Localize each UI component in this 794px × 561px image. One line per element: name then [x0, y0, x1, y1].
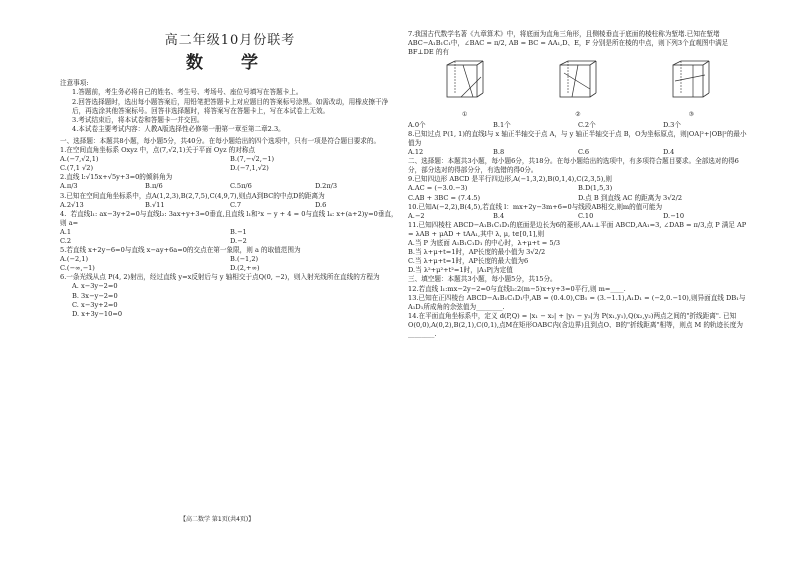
- section-heading: 三、填空题：本题共3小题，每小题5分，共15分。: [408, 275, 557, 284]
- question-10: 10.已知A(−2,2),B(4,5),若直线 l：mx+2y−3m+6=0与线段AB相交,则m的值可能为: [408, 202, 663, 211]
- option: A.2√13: [60, 200, 84, 209]
- option: A.π/3: [60, 182, 78, 191]
- option: D.点 B 到直线 AC 的距离为 3√2/2: [578, 193, 683, 202]
- q1-options: [60, 155, 400, 173]
- option: C.10: [578, 211, 594, 220]
- option: C.7: [230, 200, 242, 209]
- figure-label: ①: [461, 110, 468, 118]
- exam-title: 高二年级10月份联考: [164, 33, 296, 48]
- question-2: 2.直线 l:√15x+√5y+3=0的倾斜角为: [60, 173, 173, 182]
- option: D.(2,+∞): [230, 264, 260, 273]
- question-11: 11.已知四棱柱 ABCD−A₁B₁C₁D₁的底面是边长为6的菱形,AA₁⊥平面 ABCD,AA₁=3, ∠DAB = π/3,点 P 满足 AP = λAB + μAD + tAA₁,其中 λ, μ, t∈[0,1],则: [408, 220, 749, 238]
- option: C.5π/6: [230, 182, 252, 191]
- option: A.(−7,√2,1): [60, 155, 99, 164]
- notes-heading: 注意事项:: [60, 79, 89, 88]
- exam-page: [50, 30, 756, 530]
- option: B.1个: [493, 120, 511, 129]
- option: C.AB + 3BC = (7.4.5): [408, 193, 481, 202]
- option: A.1: [60, 227, 72, 236]
- option: C.(−∞,−1): [60, 264, 95, 273]
- option: A.−2: [408, 211, 425, 220]
- question-14: 14.在平面直角坐标系中，定义 d(P,Q) = |x₁ − x₂| + |y₁ − y₂|为 P(x₁,y₁),Q(x₂,y₂)两点之间的"折线距离". 已知O(0,0),A(0,2),B(2,1),C(0,1),点M在矩形OABC内(含边界)且到点O、B的"折线距离"相等，则点 M 的轨迹长度为________.: [408, 311, 743, 338]
- section-heading: 二、选择题：本题共3小题，每小题6分，共18分。在每小题给出的选项中，有多项符合题目要求。全部选对的得6分，部分选对的得部分分，有选错的得0分。: [408, 157, 739, 175]
- q7-figures: [408, 59, 748, 119]
- prism-figure: [439, 59, 491, 119]
- option: B.4: [493, 211, 505, 220]
- question-12: 12.若直线 l₁:mx−2y−2=0与直线l₂:2(m−5)x+y+3=0平行,则 m=____.: [408, 284, 626, 293]
- note-item: 3.考试结束后，将本试卷和答题卡一并交回。: [72, 115, 204, 124]
- option: C.2: [60, 236, 72, 245]
- figure-label: ③: [688, 110, 694, 118]
- option: D.3个: [663, 120, 681, 129]
- q10-options: [408, 212, 748, 221]
- option: A.0个: [408, 120, 426, 129]
- question-6: 6.一条光线从点 P(4, 2)射出，经过直线 y=x反射后与 y 轴相交于点Q(0, −2)，则入射光线所在直线的方程为: [60, 273, 380, 282]
- option: B.−1: [230, 227, 247, 236]
- option: D.(−7,1,√2): [230, 164, 269, 173]
- question-8: 8.已知过点 P(1, 1)的直线l与 x 轴正半轴交于点 A，与 y 轴正半轴交于点 B，O为坐标原点，则|OA|²+|OB|²的最小值为: [408, 129, 747, 147]
- q9-options: [408, 184, 748, 202]
- option: C.(7,1 √2): [60, 164, 94, 173]
- option: D.−2: [230, 236, 247, 245]
- question-1: 1.在空间直角坐标系 Oxyz 中，点(7,√2,1)关于平面 Oyz 的对称点: [60, 146, 256, 155]
- option: D.2π/3: [315, 182, 338, 191]
- option: C.6: [578, 148, 590, 157]
- figure-label: ②: [575, 110, 581, 118]
- option: A.12: [408, 148, 424, 157]
- q11-options: [408, 239, 748, 275]
- option: B.(7,−√2,−1): [230, 155, 275, 164]
- subject-title: 数 学: [186, 52, 274, 73]
- question-5: 5.若直线 x+2y−6=0与直线 x−ay+6a=0的交点在第一象限，则 a 的取值范围为: [60, 246, 301, 255]
- option: A.(−2,1): [60, 255, 89, 264]
- option: B.8: [493, 148, 505, 157]
- option: C.2个: [578, 120, 596, 129]
- option: C.当 λ+μ+t=1时，AP长度的最大值为6: [408, 257, 529, 266]
- prism-figure: [552, 59, 604, 119]
- q8-options: [408, 148, 748, 157]
- option: D.6: [315, 200, 327, 209]
- question-13: 13.已知在正四棱台 ABCD−A₁B₁C₁D₁中,AB = (0.4.0),CB₁ = (3.−1.1),A₁D₁ = (−2,0.−10),则异面直线 DB₁与A₁D₁所成角的余弦值为________.: [408, 293, 746, 311]
- q7-options: [408, 121, 748, 130]
- option: B.π/6: [145, 182, 163, 191]
- option: B.当 λ+μ+t=1时，AP长度的最小值为 3√2/2: [408, 248, 546, 257]
- prism-figure: [665, 59, 717, 119]
- option: D.4: [663, 148, 675, 157]
- option: D.当 λ²+μ²+t²=1时，|A₁P|为定值: [408, 266, 513, 275]
- question-4: 4. 若直线l₁: ax−3y+2=0与直线l₂: 3ax+y+3=0垂直,且直线 l₁和²x − y + 4 = 0与直线 l₄: x+(a+2)y=0垂直，则 a=: [60, 209, 398, 227]
- option: B.D(1,5,3): [578, 184, 613, 193]
- option: B.√11: [145, 200, 165, 209]
- right-column: [408, 30, 748, 339]
- option: C. x−3y+2=0: [72, 300, 118, 309]
- left-column: [60, 30, 400, 319]
- option: A.AC = (−3.0.−3): [408, 184, 468, 193]
- option: A. x−3y−2=0: [72, 282, 118, 291]
- page-footer: 【高二数学 第1页(共4页)】: [180, 516, 255, 523]
- q6-options: [60, 282, 400, 318]
- question-7: 7.我国古代数学名著《九章算术》中，将底面为直角三角形，且侧棱垂直于底面的棱柱称为堑堵.已知在堑堵 ABC−A₁B₁C₁中，∠BAC = π/2, AB = BC = AA₁,D、E，F 分别是所在棱的中点，则下列3个直观图中满足 BF⊥DE 的有: [408, 30, 731, 57]
- q2-options: [60, 182, 400, 191]
- option: D. x+3y−10=0: [72, 309, 123, 318]
- option: B.(−1,2): [230, 255, 259, 264]
- note-item: 4.本试卷主要考试内容：人教A版选择性必修第一册第一章至第二章2.3。: [72, 124, 285, 133]
- note-item: 2.回答选择题时，选出每小题答案后，用铅笔把答题卡上对应题目的答案标号涂黑。如需改动，用橡皮擦干净后，再选涂其他答案标号。回答非选择题时，将答案写在答题卡上，写在本试卷上无效。: [72, 97, 389, 115]
- q4-options: [60, 228, 400, 246]
- question-9: 9.已知四边形 ABCD 是平行四边形,A(−1,3,2),B(0,1,4),C(2,3,5),则: [408, 175, 612, 184]
- q5-options: [60, 255, 400, 273]
- q3-options: [60, 201, 400, 210]
- note-item: 1.答题前，考生务必将自己的姓名、考生号、考场号、座位号填写在答题卡上。: [72, 88, 303, 97]
- option: A.当 P 为底面 A₁B₁C₁D₁ 的中心时，λ+μ+t = 5/3: [408, 239, 561, 248]
- option: B. 3x−y−2=0: [72, 291, 118, 300]
- section-heading: 一、选择题：本题共8小题，每小题5分，共40分。在每小题给出的四个选项中，只有一项是符合题目要求的。: [60, 136, 381, 145]
- option: D.−10: [663, 211, 685, 220]
- question-3: 3.已知在空间直角坐标系中，点A(1,2,3),B(2,7,5),C(4,9,7),则点A到BC的中点D的距离为: [60, 191, 325, 200]
